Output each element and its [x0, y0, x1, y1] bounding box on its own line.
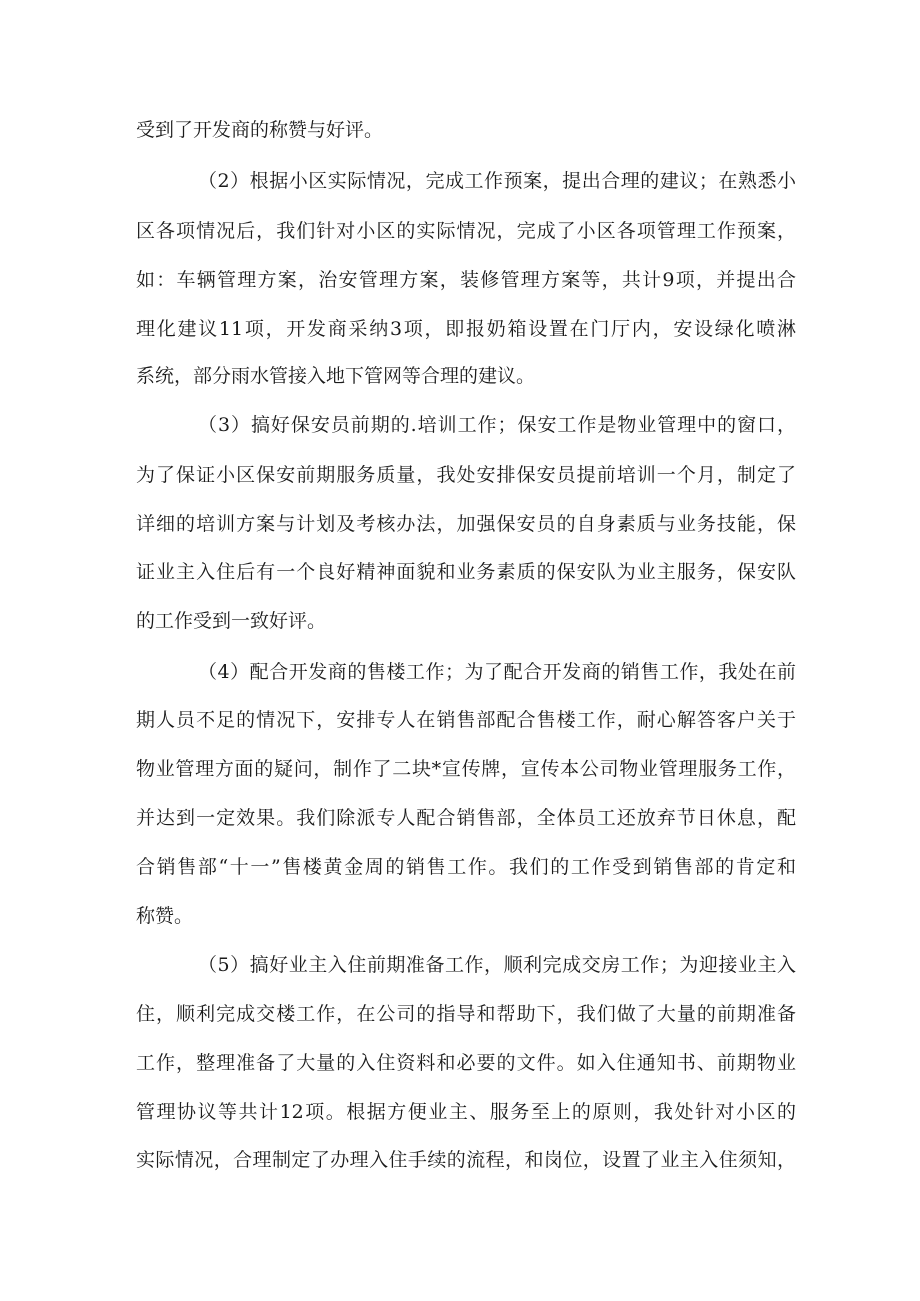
paragraph-3-line-3: 详细的培训方案与计划及考核办法，加强保安员的自身素质与业务技能，保 — [136, 513, 796, 535]
paragraph-4-line-1: （4）配合开发商的售楼工作；为了配合开发商的销售工作，我处在前 — [198, 661, 796, 683]
paragraph-4-line-4: 并达到一定效果。我们除派专人配合销售部，全体员工还放弃节日休息，配 — [136, 807, 796, 829]
paragraph-3-line-2: 为了保证小区保安前期服务质量，我处安排保安员提前培训一个月，制定了 — [136, 464, 796, 486]
paragraph-5-line-4: 管理协议等共计12项。根据方便业主、服务至上的原则，我处针对小区的 — [136, 1101, 796, 1123]
paragraph-2-line-2: 区各项情况后，我们针对小区的实际情况，完成了小区各项管理工作预案， — [136, 220, 796, 242]
paragraph-2-line-3: 如：车辆管理方案，治安管理方案，装修管理方案等，共计9项，并提出合 — [136, 269, 796, 291]
paragraph-3-line-5: 的工作受到一致好评。 — [136, 610, 327, 632]
paragraph-3-line-4: 证业主入住后有一个良好精神面貌和业务素质的保安队为业主服务，保安队 — [136, 561, 796, 583]
paragraph-1-line-1: 受到了开发商的称赞与好评。 — [136, 119, 384, 141]
paragraph-5-line-1: （5）搞好业主入住前期准备工作，顺利完成交房工作；为迎接业主入 — [198, 954, 796, 976]
paragraph-4-line-5: 合销售部“十一”售楼黄金周的销售工作。我们的工作受到销售部的肯定和 — [136, 856, 796, 878]
paragraph-2-line-4: 理化建议11项，开发商采纳3项，即报奶箱设置在门厅内，安设绿化喷淋 — [136, 318, 796, 340]
paragraph-5-line-5: 实际情况，合理制定了办理入住手续的流程，和岗位，设置了业主入住须知， — [136, 1149, 796, 1171]
paragraph-5-line-2: 住，顺利完成交楼工作，在公司的指导和帮助下，我们做了大量的前期准备 — [136, 1003, 796, 1025]
paragraph-3-line-1: （3）搞好保安员前期的.培训工作；保安工作是物业管理中的窗口， — [198, 414, 796, 436]
paragraph-4-line-6: 称赞。 — [136, 905, 194, 927]
paragraph-2-line-1: （2）根据小区实际情况，完成工作预案，提出合理的建议；在熟悉小 — [198, 170, 796, 192]
paragraph-4-line-2: 期人员不足的情况下，安排专人在销售部配合售楼工作，耐心解答客户关于 — [136, 709, 796, 731]
paragraph-5-line-3: 工作，整理准备了大量的入住资料和必要的文件。如入住通知书、前期物业 — [136, 1052, 796, 1074]
paragraph-2-line-5: 系统，部分雨水管接入地下管网等合理的建议。 — [136, 365, 536, 387]
paragraph-4-line-3: 物业管理方面的疑问，制作了二块*宣传牌，宣传本公司物业管理服务工作， — [136, 758, 796, 780]
